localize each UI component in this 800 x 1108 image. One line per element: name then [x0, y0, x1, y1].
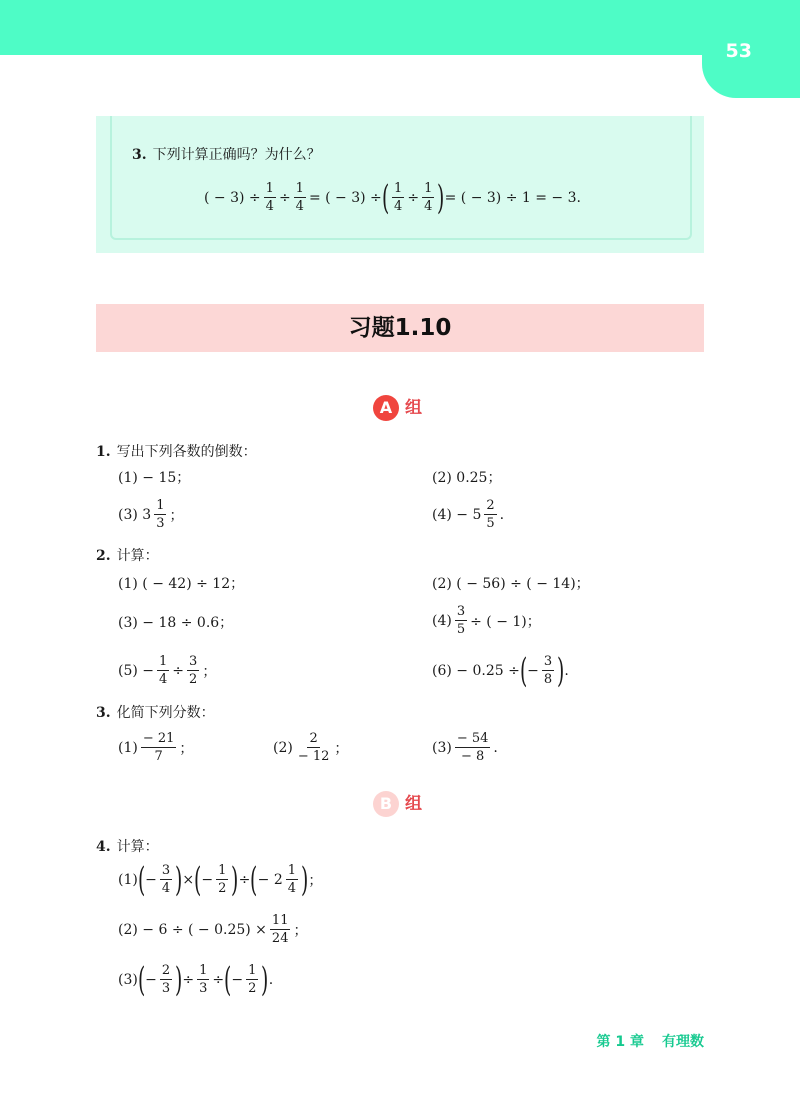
- exercise-title: 习题1.10: [96, 304, 704, 352]
- q2-item-3: (3) − 18 ÷ 0.6；: [118, 615, 234, 631]
- group-a-heading: A 组: [373, 393, 422, 421]
- q3-item-1: (1) $\frac{- 21}{7}$ ；: [118, 731, 194, 764]
- q2-item-1: (1) ( − 42) ÷ 12；: [118, 576, 245, 592]
- q2-item-2: (2) ( − 56) ÷ ( − 14)；: [432, 576, 590, 592]
- q1-item-3: (3) 3 $\frac{1}{3}$ ；: [118, 498, 184, 531]
- q3-item-3: (3) $\frac{- 54}{- 8}$ .: [432, 731, 498, 764]
- q2-item-6: (6) − 0.25 ÷ ( − $\frac{3}{8}$ ) .: [432, 650, 569, 691]
- q1-item-4: (4) − 5 $\frac{2}{5}$ .: [432, 498, 505, 531]
- question-4: 4. 计算：: [96, 839, 159, 855]
- q1-item-1: (1) − 15；: [118, 470, 191, 486]
- group-b-heading: B 组: [373, 789, 422, 817]
- q4-item-2: (2) − 6 ÷ ( − 0.25) × $\frac{11}{24}$ ；: [118, 913, 308, 946]
- think-equation: ( − 3) ÷ $\frac{1}{4}$ ÷ $\frac{1}{4}$ = ( − 3) ÷ ( $\frac{1}{4}$ ÷ $\frac{1}{4}$ ) = ( − 3) ÷ 1 = − 3.: [204, 177, 581, 218]
- question-3: 3. 化简下列分数：: [96, 705, 215, 721]
- chapter-footer: 第 1 章 有理数: [596, 1034, 704, 1050]
- think-question: 3. 下列计算正确吗？为什么？: [132, 147, 321, 163]
- header-band: [0, 0, 800, 55]
- q1-item-2: (2) 0.25；: [432, 470, 502, 486]
- q2-item-5: (5) − $\frac{1}{4}$ ÷ $\frac{3}{2}$ ；: [118, 654, 217, 687]
- q4-item-3: (3) ( − $\frac{2}{3}$ ) ÷ $\frac{1}{3}$ ÷ ( − $\frac{1}{2}$ ) .: [118, 959, 274, 1000]
- page-number: 53: [725, 40, 752, 62]
- q3-item-2: (2) $\frac{2}{- 12}$ ；: [273, 731, 349, 764]
- q4-item-1: (1) ( − $\frac{3}{4}$ ) × ( − $\frac{1}{2}$ ) ÷ ( − 2 $\frac{1}{4}$ ) ；: [118, 859, 323, 900]
- question-1: 1. 写出下列各数的倒数：: [96, 444, 257, 460]
- question-2: 2. 计算：: [96, 548, 159, 564]
- q2-item-4: (4) $\frac{3}{5}$ ÷ ( − 1)；: [432, 604, 541, 637]
